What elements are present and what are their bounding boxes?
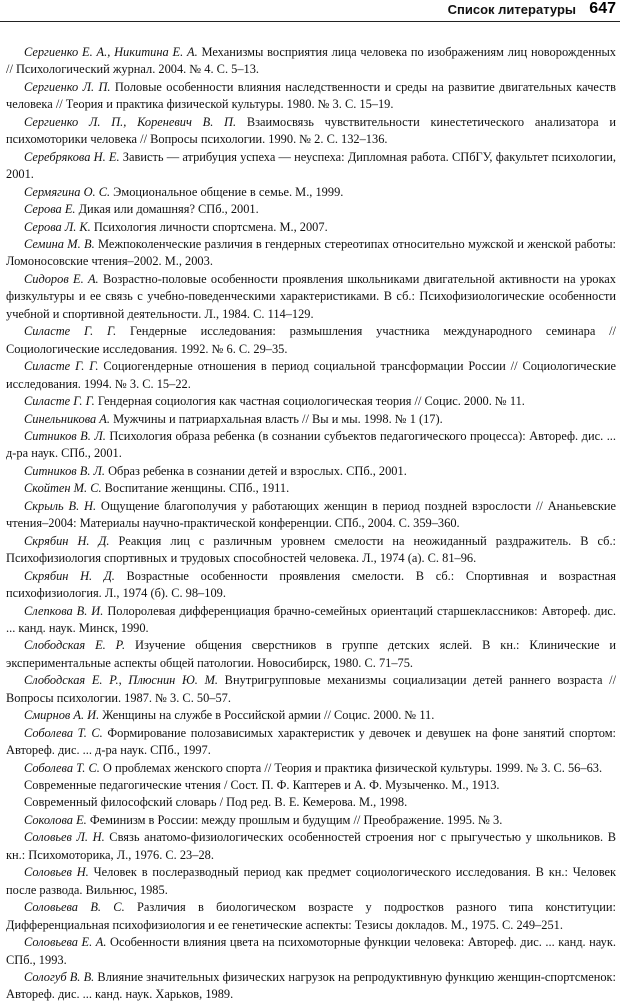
reference-entry [6, 672, 616, 707]
reference-author: Синельникова А. [24, 411, 110, 426]
section-title: Список литературы [447, 2, 576, 17]
reference-text: Взаимосвязь чувствительности кинестетического анализатора и психомоторики человека // Вопросы психологии. 1990. № 2. С. 132–136. [6, 114, 616, 147]
reference-entry [6, 323, 616, 358]
reference-author: Скойтен М. С. [24, 481, 102, 496]
reference-author: Силасте Г. Г. [24, 394, 95, 409]
reference-text: Зависть — атрибуция успеха — неуспеха: Дипломная работа. СПбГУ, факультет психологии, 2001. [6, 149, 616, 182]
reference-entry [6, 568, 616, 603]
reference-text: Феминизм в России: между прошлым и будущим // Преображение. 1995. № 3. [86, 812, 503, 827]
reference-author: Серова Е. [24, 202, 76, 217]
reference-text: Возрастно-половые особенности проявления школьниками двигательной активности на уроках физкультуры и ее связь с учебно-поведенческими характеристиками. В сб.: Психофизиологические особенности учебной и спортивной деятельности. Л., 1984. С. 114–129. [6, 271, 616, 321]
reference-text: Мужчины и патриархальная власть // Вы и мы. 1998. № 1 (17). [109, 411, 443, 426]
reference-text: Формирование полозависимых характеристик у девочек и девушек на фоне занятий спортом: Автореф. дис. ... д-ра наук. СПб., 1997. [6, 725, 616, 758]
reference-text: Современные педагогические чтения / Сост. П. Ф. Каптерев и А. Ф. Музыченко. М., 1913. [24, 778, 500, 793]
reference-author: Скрябин Н. Д. [24, 568, 115, 583]
reference-author: Сергиенко Л. П. [24, 79, 111, 94]
reference-text: Воспитание женщины. СПб., 1911. [101, 481, 290, 496]
reference-text: Реакция лиц с различным уровнем смелости на неожиданный раздражитель. В сб.: Психофизиология спортивных и трудовых способностей человека. Л., 1974 (а). С. 81–96. [6, 533, 616, 566]
reference-author: Сологуб В. В. [24, 970, 95, 985]
reference-author: Силасте Г. Г. [24, 324, 117, 339]
reference-text: Образ ребенка в сознании детей и взрослых. СПб., 2001. [105, 463, 407, 478]
reference-author: Слободская Е. Р. [24, 638, 126, 653]
reference-entry [6, 794, 616, 811]
reference-entry [6, 864, 616, 899]
reference-text: Влияние значительных физических нагрузок на репродуктивную функцию женщин-спортсменок: Автореф. дис. ... канд. наук. Харьков, 1989. [6, 970, 616, 1002]
reference-text: Межпоколенческие различия в гендерных стереотипах относительно мужской и женской работы: Ломоносовские чтения–2002. М., 2003. [6, 236, 616, 269]
reference-author: Соболева Т. С. [24, 725, 103, 740]
reference-author: Сермягина О. С. [24, 184, 111, 199]
reference-text: Дикая или домашняя? СПб., 2001. [75, 202, 259, 217]
reference-text: Механизмы восприятия лица человека по изображениям лиц новорожденных // Психологический журнал. 2004. № 4. С. 5–13. [6, 45, 616, 77]
reference-text: Изучение общения сверстников в группе детских яслей. В кн.: Клинические и экспериментальные аспекты общей патологии. Новосибирск, 1980. С. 71–75. [6, 638, 616, 670]
reference-author: Соловьева Е. А. [24, 935, 107, 950]
reference-author: Ситников В. Л. [24, 463, 105, 478]
reference-text: Половые особенности влияния наследственности и среды на развитие двигательных качеств человека // Теория и практика физической культуры. 1980. № 3. С. 15–19. [6, 79, 616, 112]
reference-entry [6, 184, 616, 201]
reference-text: Социогендерные отношения в период социальной трансформации России // Социологические исследования. 1994. № 3. С. 15–22. [6, 359, 617, 391]
reference-entry [6, 969, 616, 1004]
reference-text: Полоролевая дифференциация брачно-семейных ориентаций старшеклассников: Автореф. дис. ... канд. наук. Минск, 1990. [6, 603, 616, 635]
reference-author: Смирнов А. И. [24, 708, 100, 723]
reference-entry [6, 480, 616, 497]
reference-author: Соловьев Л. Н. [24, 830, 105, 845]
reference-entry [6, 760, 616, 777]
reference-entry [6, 637, 616, 672]
reference-entry [6, 428, 616, 463]
reference-author: Слепкова В. И. [24, 603, 104, 618]
reference-entry [6, 411, 616, 428]
reference-entry [6, 725, 616, 760]
reference-text: Современный философский словарь / Под ред. В. Е. Кемерова. М., 1998. [24, 795, 408, 810]
reference-text: Возрастные особенности проявления смелости. В сб.: Спортивная и возрастная психофизиология. Л., 1974 (б). С. 98–109. [6, 568, 616, 601]
reference-author: Скрябин Н. Д. [24, 533, 110, 548]
reference-author: Слободская Е. Р., Плюснин Ю. М. [24, 673, 218, 688]
reference-entry [6, 271, 616, 323]
reference-text: Внутригрупповые механизмы социализации детей раннего возраста // Вопросы психологии. 1987. № 3. С. 50–57. [6, 673, 617, 705]
reference-text: Гендерная социология как частная социологическая теория // Социс. 2000. № 11. [94, 394, 525, 409]
reference-list [6, 44, 616, 1004]
reference-entry [6, 934, 616, 969]
reference-entry [6, 149, 616, 184]
reference-entry [6, 236, 616, 271]
reference-author: Сергиенко Е. А., Никитина Е. А. [24, 45, 198, 59]
reference-entry [6, 463, 616, 480]
reference-author: Соловьева В. С. [24, 900, 125, 915]
reference-author: Сергиенко Л. П., Кореневич В. П. [24, 114, 237, 129]
reference-entry [6, 707, 616, 724]
reference-author: Серебрякова Н. Е. [24, 149, 120, 164]
reference-entry [6, 829, 616, 864]
reference-text: Психология образа ребенка (в сознании субъектов педагогического процесса): Автореф. дис. ... д-ра наук. СПб., 2001. [6, 428, 617, 461]
reference-author: Ситников В. Л. [24, 428, 106, 443]
reference-text: Женщины на службе в Российской армии // Социс. 2000. № 11. [99, 708, 435, 723]
reference-author: Соловьев Н. [24, 865, 89, 880]
reference-entry [6, 603, 616, 638]
reference-text: Особенности влияния цвета на психомоторные функции человека: Автореф. дис. ... канд. наук. СПб., 1993. [6, 935, 616, 967]
reference-entry [6, 114, 616, 149]
reference-entry [6, 777, 616, 794]
reference-text: Связь анатомо-физиологических особенностей строения ног с прыгучестью у школьников. В кн.: Психомоторика, Л., 1976. С. 23–28. [6, 830, 616, 862]
reference-entry [6, 201, 616, 218]
reference-author: Соболева Т. С. [24, 760, 100, 775]
reference-author: Сидоров Е. А. [24, 271, 99, 286]
reference-text: Человек в послеразводный период как предмет социологического исследования. В кн.: Человек после развода. Вильнюс, 1985. [6, 865, 616, 897]
running-header [0, 0, 620, 24]
reference-author: Серова Л. К. [24, 219, 91, 234]
reference-entry [6, 358, 616, 393]
reference-text: Различия в биологическом возрасте у подростков разного типа конституции: Дифференциальная психофизиология и ее генетические аспекты: Тезисы докладов. М., 1975. С. 249–251. [6, 900, 616, 932]
reference-text: Гендерные исследования: размышления участника международного семинара // Социологические исследования. 1992. № 6. С. 29–35. [6, 324, 616, 356]
reference-text: Эмоциональное общение в семье. М., 1999. [110, 184, 344, 199]
reference-entry [6, 812, 616, 829]
reference-text: Психология личности спортсмена. М., 2007. [90, 219, 328, 234]
reference-entry [6, 533, 616, 568]
header-rule [0, 21, 620, 22]
reference-text: Ощущение благополучия у работающих женщин в период поздней взрослости // Ананьевские чтения–2004: Материалы научно-практической конференции. СПб., 2004. С. 359–360. [6, 498, 616, 531]
reference-entry [6, 498, 616, 533]
reference-entry [6, 899, 616, 934]
reference-text: О проблемах женского спорта // Теория и практика физической культуры. 1999. № 3. С. 56–63. [99, 760, 603, 775]
reference-author: Соколова Е. [24, 812, 87, 827]
reference-author: Силасте Г. Г. [24, 359, 99, 374]
reference-author: Семина М. В. [24, 236, 95, 251]
page-number: 647 [589, 0, 616, 17]
reference-entry [6, 79, 616, 114]
reference-entry [6, 44, 616, 79]
reference-entry [6, 393, 616, 410]
reference-author: Скрыль В. Н. [24, 498, 97, 513]
reference-entry [6, 219, 616, 236]
